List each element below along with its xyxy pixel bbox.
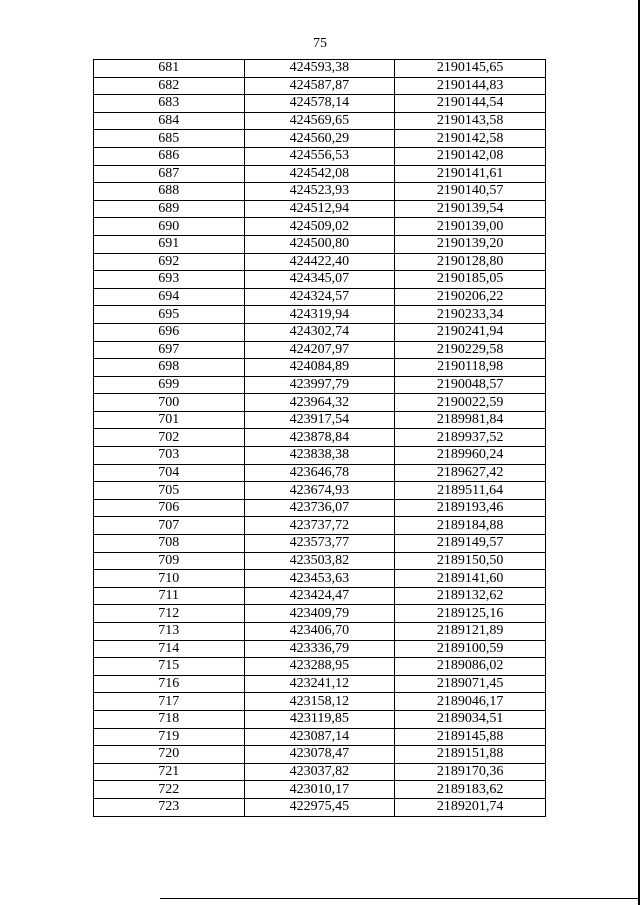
point-number-cell: 713: [94, 623, 245, 641]
table-row: [94, 323, 546, 341]
x-coordinate-cell: 424324,57: [244, 288, 395, 306]
x-coordinate-cell: 424500,80: [244, 235, 395, 253]
point-number-cell: 710: [94, 570, 245, 588]
point-number-cell: 716: [94, 675, 245, 693]
table-row: [94, 394, 546, 412]
x-coordinate-cell: 424578,14: [244, 95, 395, 113]
point-number-cell: 722: [94, 781, 245, 799]
point-number-cell: 711: [94, 587, 245, 605]
y-coordinate-cell: 2190139,00: [395, 218, 546, 236]
x-coordinate-cell: 424587,87: [244, 77, 395, 95]
table-row: [94, 482, 546, 500]
table-row: [94, 728, 546, 746]
point-number-cell: 708: [94, 535, 245, 553]
table-row: [94, 570, 546, 588]
x-coordinate-cell: 424319,94: [244, 306, 395, 324]
x-coordinate-cell: 423964,32: [244, 394, 395, 412]
table-row: [94, 376, 546, 394]
table-row: [94, 288, 546, 306]
y-coordinate-cell: 2190185,05: [395, 271, 546, 289]
x-coordinate-cell: 423288,95: [244, 658, 395, 676]
y-coordinate-cell: 2189511,64: [395, 482, 546, 500]
y-coordinate-cell: 2189981,84: [395, 411, 546, 429]
x-coordinate-cell: 423037,82: [244, 763, 395, 781]
y-coordinate-cell: 2189627,42: [395, 464, 546, 482]
y-coordinate-cell: 2190118,98: [395, 359, 546, 377]
x-coordinate-cell: 424207,97: [244, 341, 395, 359]
point-number-cell: 685: [94, 130, 245, 148]
table-row: [94, 77, 546, 95]
x-coordinate-cell: 423453,63: [244, 570, 395, 588]
y-coordinate-cell: 2189132,62: [395, 587, 546, 605]
y-coordinate-cell: 2189121,89: [395, 623, 546, 641]
x-coordinate-cell: 424593,38: [244, 60, 395, 78]
table-row: [94, 763, 546, 781]
point-number-cell: 683: [94, 95, 245, 113]
x-coordinate-cell: 424302,74: [244, 323, 395, 341]
table-row: [94, 112, 546, 130]
table-row: [94, 658, 546, 676]
table-row: [94, 359, 546, 377]
x-coordinate-cell: 423646,78: [244, 464, 395, 482]
coordinates-table: [93, 59, 546, 817]
table-row: [94, 552, 546, 570]
y-coordinate-cell: 2190022,59: [395, 394, 546, 412]
x-coordinate-cell: 424509,02: [244, 218, 395, 236]
x-coordinate-cell: 423878,84: [244, 429, 395, 447]
x-coordinate-cell: 422975,45: [244, 798, 395, 816]
x-coordinate-cell: 423336,79: [244, 640, 395, 658]
point-number-cell: 694: [94, 288, 245, 306]
y-coordinate-cell: 2190145,65: [395, 60, 546, 78]
y-coordinate-cell: 2190143,58: [395, 112, 546, 130]
point-number-cell: 693: [94, 271, 245, 289]
point-number-cell: 692: [94, 253, 245, 271]
x-coordinate-cell: 424523,93: [244, 183, 395, 201]
point-number-cell: 681: [94, 60, 245, 78]
point-number-cell: 709: [94, 552, 245, 570]
y-coordinate-cell: 2189141,60: [395, 570, 546, 588]
point-number-cell: 698: [94, 359, 245, 377]
table-row: [94, 447, 546, 465]
y-coordinate-cell: 2189151,88: [395, 746, 546, 764]
table-row: [94, 147, 546, 165]
table-row: [94, 798, 546, 816]
table-row: [94, 218, 546, 236]
point-number-cell: 687: [94, 165, 245, 183]
table-row: [94, 411, 546, 429]
table-row: [94, 535, 546, 553]
x-coordinate-cell: 424422,40: [244, 253, 395, 271]
y-coordinate-cell: 2190140,57: [395, 183, 546, 201]
scan-edge-bottom: [160, 898, 640, 899]
x-coordinate-cell: 424345,07: [244, 271, 395, 289]
point-number-cell: 721: [94, 763, 245, 781]
table-row: [94, 306, 546, 324]
table-row: [94, 429, 546, 447]
x-coordinate-cell: 423737,72: [244, 517, 395, 535]
table-row: [94, 130, 546, 148]
y-coordinate-cell: 2189183,62: [395, 781, 546, 799]
x-coordinate-cell: 424556,53: [244, 147, 395, 165]
x-coordinate-cell: 423406,70: [244, 623, 395, 641]
x-coordinate-cell: 424084,89: [244, 359, 395, 377]
y-coordinate-cell: 2189184,88: [395, 517, 546, 535]
point-number-cell: 712: [94, 605, 245, 623]
table-row: [94, 183, 546, 201]
x-coordinate-cell: 423424,47: [244, 587, 395, 605]
point-number-cell: 719: [94, 728, 245, 746]
point-number-cell: 706: [94, 499, 245, 517]
x-coordinate-cell: 423674,93: [244, 482, 395, 500]
table-row: [94, 746, 546, 764]
table-row: [94, 165, 546, 183]
x-coordinate-cell: 424512,94: [244, 200, 395, 218]
table-row: [94, 341, 546, 359]
point-number-cell: 688: [94, 183, 245, 201]
table-row: [94, 253, 546, 271]
point-number-cell: 689: [94, 200, 245, 218]
table-row: [94, 587, 546, 605]
table-row: [94, 464, 546, 482]
table-row: [94, 710, 546, 728]
y-coordinate-cell: 2190139,54: [395, 200, 546, 218]
table-row: [94, 517, 546, 535]
point-number-cell: 705: [94, 482, 245, 500]
table-row: [94, 60, 546, 78]
x-coordinate-cell: 424560,29: [244, 130, 395, 148]
x-coordinate-cell: 423997,79: [244, 376, 395, 394]
y-coordinate-cell: 2189150,50: [395, 552, 546, 570]
table-row: [94, 499, 546, 517]
y-coordinate-cell: 2189193,46: [395, 499, 546, 517]
x-coordinate-cell: 423119,85: [244, 710, 395, 728]
page-number: 75: [313, 36, 327, 51]
y-coordinate-cell: 2189125,16: [395, 605, 546, 623]
x-coordinate-cell: 423838,38: [244, 447, 395, 465]
x-coordinate-cell: 424542,08: [244, 165, 395, 183]
y-coordinate-cell: 2190144,54: [395, 95, 546, 113]
y-coordinate-cell: 2189046,17: [395, 693, 546, 711]
y-coordinate-cell: 2190139,20: [395, 235, 546, 253]
y-coordinate-cell: 2189034,51: [395, 710, 546, 728]
y-coordinate-cell: 2189100,59: [395, 640, 546, 658]
y-coordinate-cell: 2189071,45: [395, 675, 546, 693]
table-row: [94, 605, 546, 623]
table-row: [94, 235, 546, 253]
y-coordinate-cell: 2190206,22: [395, 288, 546, 306]
y-coordinate-cell: 2190229,58: [395, 341, 546, 359]
x-coordinate-cell: 423158,12: [244, 693, 395, 711]
coordinates-table-body: [94, 60, 546, 817]
x-coordinate-cell: 423010,17: [244, 781, 395, 799]
y-coordinate-cell: 2190128,80: [395, 253, 546, 271]
x-coordinate-cell: 424569,65: [244, 112, 395, 130]
x-coordinate-cell: 423917,54: [244, 411, 395, 429]
y-coordinate-cell: 2189170,36: [395, 763, 546, 781]
point-number-cell: 720: [94, 746, 245, 764]
point-number-cell: 691: [94, 235, 245, 253]
point-number-cell: 717: [94, 693, 245, 711]
point-number-cell: 686: [94, 147, 245, 165]
point-number-cell: 696: [94, 323, 245, 341]
table-row: [94, 781, 546, 799]
point-number-cell: 690: [94, 218, 245, 236]
point-number-cell: 702: [94, 429, 245, 447]
table-row: [94, 623, 546, 641]
y-coordinate-cell: 2190141,61: [395, 165, 546, 183]
x-coordinate-cell: 423241,12: [244, 675, 395, 693]
point-number-cell: 684: [94, 112, 245, 130]
y-coordinate-cell: 2189201,74: [395, 798, 546, 816]
table-row: [94, 693, 546, 711]
y-coordinate-cell: 2190142,08: [395, 147, 546, 165]
x-coordinate-cell: 423087,14: [244, 728, 395, 746]
table-row: [94, 271, 546, 289]
x-coordinate-cell: 423409,79: [244, 605, 395, 623]
y-coordinate-cell: 2189149,57: [395, 535, 546, 553]
point-number-cell: 715: [94, 658, 245, 676]
x-coordinate-cell: 423736,07: [244, 499, 395, 517]
point-number-cell: 714: [94, 640, 245, 658]
x-coordinate-cell: 423503,82: [244, 552, 395, 570]
x-coordinate-cell: 423573,77: [244, 535, 395, 553]
point-number-cell: 697: [94, 341, 245, 359]
y-coordinate-cell: 2190241,94: [395, 323, 546, 341]
point-number-cell: 704: [94, 464, 245, 482]
y-coordinate-cell: 2190142,58: [395, 130, 546, 148]
point-number-cell: 703: [94, 447, 245, 465]
table-row: [94, 200, 546, 218]
point-number-cell: 701: [94, 411, 245, 429]
y-coordinate-cell: 2190144,83: [395, 77, 546, 95]
y-coordinate-cell: 2189937,52: [395, 429, 546, 447]
table-row: [94, 675, 546, 693]
y-coordinate-cell: 2189145,88: [395, 728, 546, 746]
table-row: [94, 640, 546, 658]
y-coordinate-cell: 2190233,34: [395, 306, 546, 324]
x-coordinate-cell: 423078,47: [244, 746, 395, 764]
point-number-cell: 723: [94, 798, 245, 816]
point-number-cell: 682: [94, 77, 245, 95]
point-number-cell: 699: [94, 376, 245, 394]
point-number-cell: 718: [94, 710, 245, 728]
table-row: [94, 95, 546, 113]
y-coordinate-cell: 2189086,02: [395, 658, 546, 676]
point-number-cell: 700: [94, 394, 245, 412]
y-coordinate-cell: 2190048,57: [395, 376, 546, 394]
point-number-cell: 707: [94, 517, 245, 535]
point-number-cell: 695: [94, 306, 245, 324]
y-coordinate-cell: 2189960,24: [395, 447, 546, 465]
